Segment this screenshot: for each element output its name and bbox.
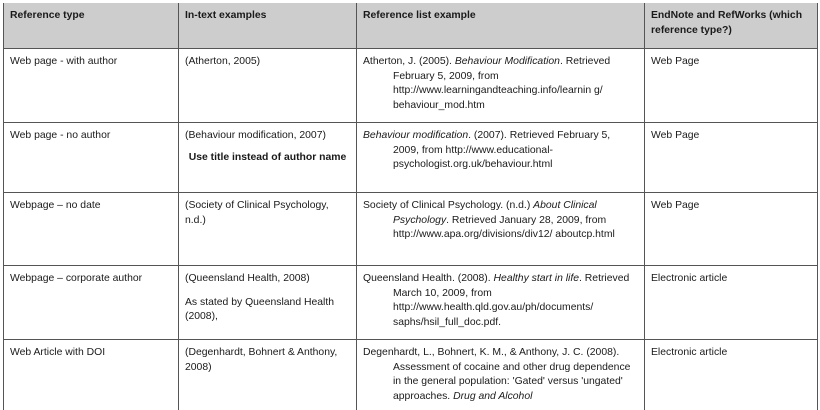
header-reference-type: Reference type — [3, 3, 178, 48]
header-in-text-examples: In-text examples — [178, 3, 356, 48]
ref-title: Healthy start in life — [493, 273, 580, 284]
table-row — [3, 266, 818, 340]
in-text-example: (Queensland Health, 2008) — [185, 273, 310, 284]
ref-title: About Clinical Psychology — [393, 200, 597, 226]
header-reference-list-example: Reference list example — [356, 3, 644, 48]
ref-lead: Degenhardt, L., Bohnert, K. M., & Anthony, J. C. (2008). Assessment of cocaine and other drug dependence in the general population: 'Gated' versus 'ungated' approaches. — [363, 347, 631, 402]
in-text-extra: As stated by Queensland Health (2008), — [185, 296, 335, 322]
endnote-type-cell: Electronic article — [644, 340, 818, 410]
endnote-type-cell: Electronic article — [644, 266, 818, 339]
reference-list-cell — [356, 123, 644, 192]
ref-lead: Society of Clinical Psychology. (n.d.) — [363, 200, 534, 211]
header-row — [3, 3, 818, 49]
ref-title: Behaviour modification — [363, 130, 469, 141]
in-text-example: (Behaviour modification, 2007) — [185, 130, 326, 141]
ref-rest: . (2007). Retrieved February 5, 2009, from http://www.educational-psychologist.org.uk/behaviour.html — [393, 130, 611, 170]
ref-lead: Atherton, J. (2005). — [363, 56, 455, 67]
reference-type-cell: Web page - no author — [3, 123, 178, 192]
ref-lead: Queensland Health. (2008). — [363, 273, 494, 284]
ref-rest: . Retrieved March 10, 2009, from http://www.health.qld.gov.au/ph/documents/ saphs/hsil_full_doc.pdf. — [393, 273, 630, 328]
table-row — [3, 193, 818, 266]
reference-type-cell: Web page - with author — [3, 49, 178, 122]
endnote-type-cell: Web Page — [644, 193, 818, 265]
in-text-cell: (Society of Clinical Psychology, n.d.) — [178, 193, 356, 265]
in-text-cell: (Degenhardt, Bohnert & Anthony, 2008) — [178, 340, 356, 410]
in-text-cell: (Atherton, 2005) — [178, 49, 356, 122]
table-row — [3, 49, 818, 123]
ref-rest: . Retrieved January 28, 2009, from http://www.apa.org/divisions/div12/ aboutcp.html — [393, 214, 615, 240]
table-row — [3, 123, 818, 193]
endnote-type-cell: Web Page — [644, 49, 818, 122]
reference-list-cell — [356, 340, 644, 410]
ref-rest: . Retrieved February 5, 2009, from http://www.learningandteaching.info/learnin g/ behaviour_mod.htm — [393, 56, 611, 111]
reference-list-cell — [356, 266, 644, 339]
reference-list-cell — [356, 49, 644, 122]
reference-type-cell: Web Article with DOI — [3, 340, 178, 410]
reference-list-cell — [356, 193, 644, 265]
ref-title: Behaviour Modification — [454, 56, 560, 67]
ref-title: Drug and Alcohol — [453, 390, 533, 402]
endnote-type-cell: Web Page — [644, 123, 818, 192]
in-text-cell — [178, 266, 356, 339]
reference-type-cell: Webpage – corporate author — [3, 266, 178, 339]
table-row — [3, 340, 818, 410]
header-endnote-refworks: EndNote and RefWorks (which reference type?) — [644, 3, 818, 48]
in-text-cell — [178, 123, 356, 192]
reference-type-cell: Webpage – no date — [3, 193, 178, 265]
in-text-note: Use title instead of author name — [188, 151, 347, 163]
